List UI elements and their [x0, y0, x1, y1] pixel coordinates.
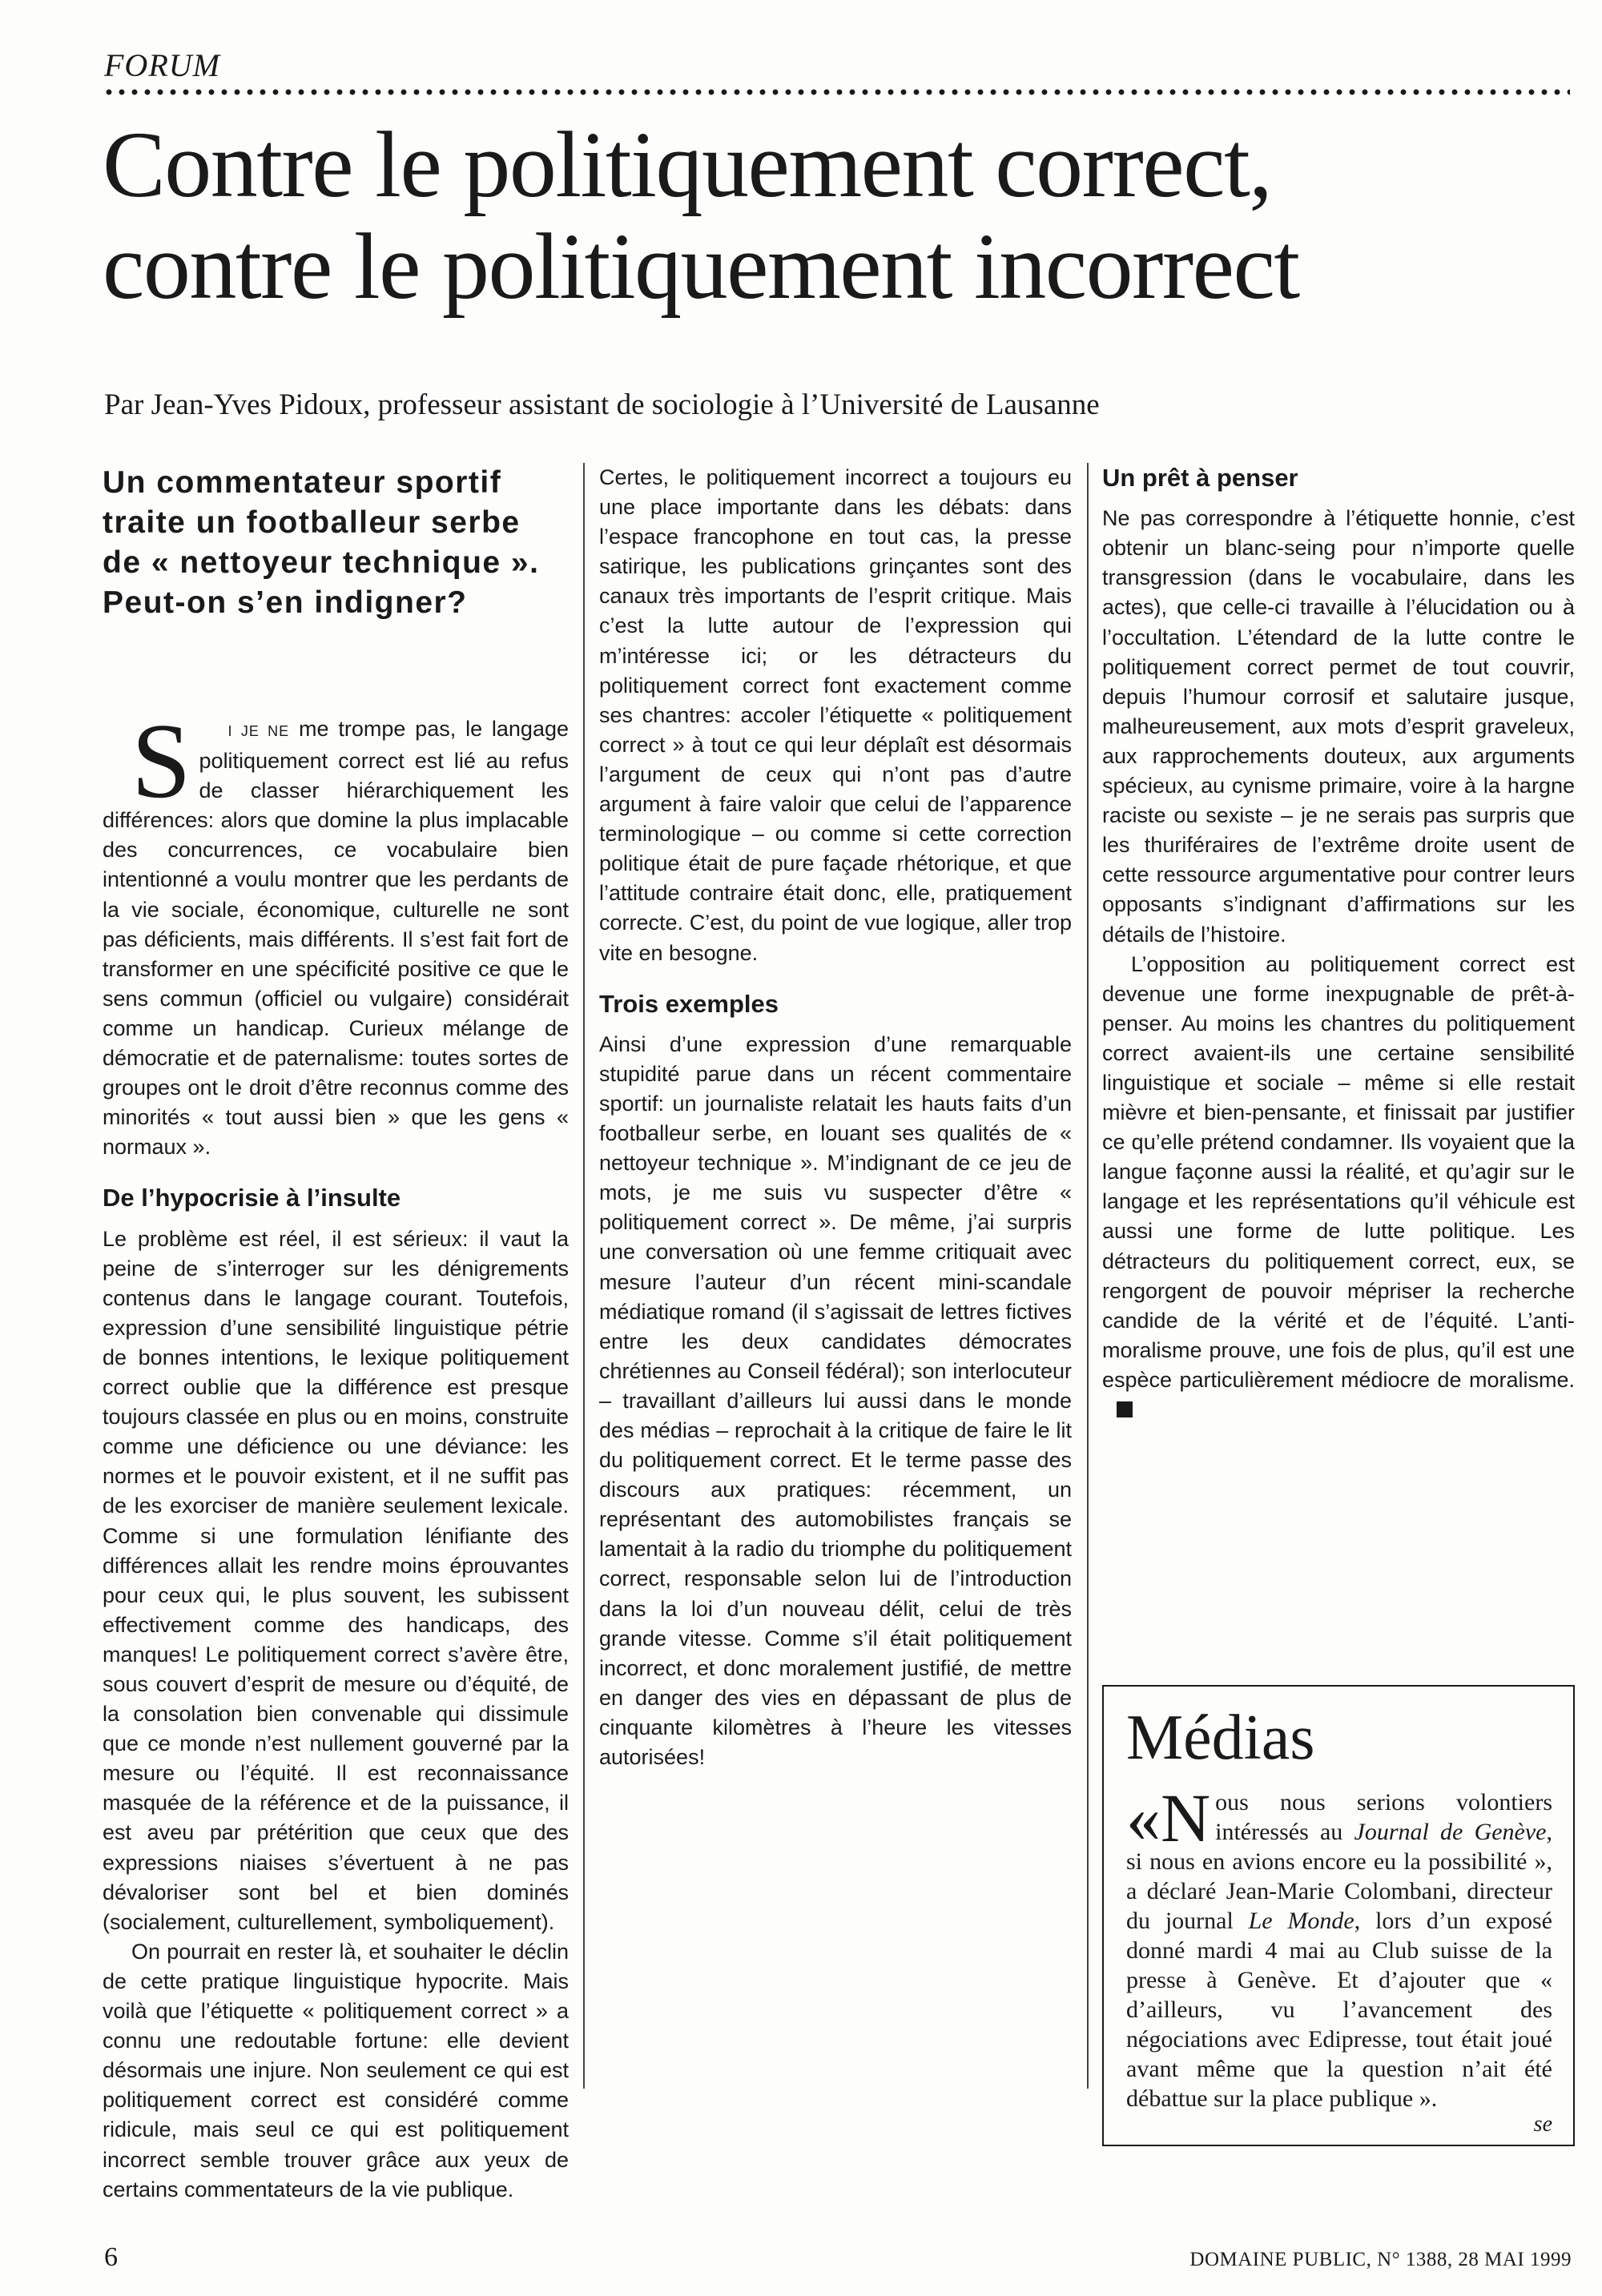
headline-line-1: Contre le politiquement correct, — [103, 112, 1272, 217]
box-drop-letter: N — [1161, 1779, 1211, 1856]
box-drop-cap — [1126, 1779, 1211, 1856]
paragraph-5: Ainsi d’une expression d’une remarquable stupidité parue dans un récent commentaire sportif: un journaliste relatait les hauts faits d’un footballeur serbe, en louant ses qualités de « nettoyeur technique ». M’indignant de ce jeu de mots, je me suis vu suspecter d’être « politiquement correct ». De même, j’ai surpris une conversation où une femme critiquait avec mesure l’auteur d’un récent mini-scandale médiatique romand (il s’agissait de lettres fictives entre les deux candidates démocrates chrétiennes au Conseil fédéral); son interlocuteur – travaillant d’ailleurs lui aussi dans le monde des médias – reprochait à la critique de faire le lit du politiquement correct. Et le terme passe des discours aux pratiques: récemment, un représentant des automobilistes français se lamentait à la radio du triomphe du politiquement correct, responsable selon lui de l’introduction dans la loi d’un nouveau délit, celui de très grande vitesse. Comme s’il était politiquement incorrect, et donc moralement justifié, de mettre en danger des vies en dépassant de plus de cinquante kilomètres à l’heure les vitesses autorisées! — [599, 1031, 1072, 1770]
section-label: FORUM — [104, 47, 220, 83]
box-body — [1126, 1779, 1552, 2113]
column-divider-2 — [1087, 463, 1089, 2089]
headline-line-2: contre le politiquement incorrect — [103, 214, 1299, 320]
end-mark-icon — [1117, 1401, 1133, 1417]
paragraph-4: Certes, le politiquement incorrect a toujours eu une place importante dans les débats: dans l’espace francophone en tout cas, la presse satirique, les publications grinçantes sont des canaux très importants de l’esprit critique. Mais c’est la lutte autour de l’expression qui m’intéresse ici; or les détracteurs du politiquement correct font exactement comme ses chantres: accoler l’étiquette « politiquement correct » à tout ce qui leur déplaît est désormais l’argument de ceux qui n’ont pas d’autre argument à faire valoir que celui de l’apparence terminologique – ou comme si cette correction politique était de pure façade rhétorique, et que l’attitude contraire était donc, elle, pratiquement correcte. C’est, du point de vue logique, aller trop vite en besogne. — [599, 465, 1072, 965]
intro-text: me trompe pas, le langage politiquement correct est lié au refus de classer hiérarchiquement les différences: alors que domine la plus implacable des concurrences, ce vocabulaire bien intentionné a voulu montrer que les perdants de la vie sociale, économique, culturelle ne sont pas déficients, mais différents. Il s’est fait fort de transformer en une spécificité positive ce que le sens commun (officiel ou vulgaire) considérait comme un handicap. Curieux mélange de démocratie et de paternalisme: toutes sortes de groupes ont le droit d’être reconnus comme des minorités « tout aussi bien » que les gens « normaux ». — [103, 717, 570, 1160]
box-text-1: ous nous serions volontiers intéressés au — [1215, 1789, 1552, 1845]
intro-paragraph — [103, 702, 570, 1162]
article-column-1 — [103, 463, 569, 2205]
paragraph-6: Ne pas correspondre à l’étiquette honnie, c’est obtenir un blanc-seing pour n’importe quelle transgression (dans le vocabulaire, dans les actes), que celle-ci travaille à l’élucidation ou à l’occultation. L’étendard de la lutte contre le politiquement correct permet de tout couvrir, depuis l’humour corrosif et salutaire jusque, malheureusement, aux mots d’esprit graveleux, aux rapprochements douteux, aux arguments spécieux, au cynisme primaire, voire à la hargne raciste ou sexiste – je ne serais pas surpris que les thuriféraires de l’extrême droite usent de cette ressource argumentative pour contrer leurs opposants s’indignant d’affirmations sur les détails de l’histoire. — [1102, 506, 1575, 947]
box-open-quote: « — [1126, 1779, 1161, 1856]
column-divider-1 — [583, 463, 585, 2089]
paragraph-2: Le problème est réel, il est sérieux: il vaut la peine de s’interroger sur les dénigrements contenus dans le langage courant. Toutefois, expression d’une sensibilité linguistique pétrie de bonnes intentions, le lexique politiquement correct oublie que la différence est presque toujours classée en plus ou en moins, construite comme une déficience ou une déviance: les normes et le pouvoir existent, et il ne suffit pas de les exorciser de manière seulement lexicale. Comme si une formulation lénifiante des différences allait les rendre moins éprouvantes pour ceux qui, le plus souvent, les subissent effectivement comme des handicaps, des manques! Le politiquement correct s’avère être, sous couvert d’esprit de mesure ou d’équité, de la consolation bien convenable qui dissimule que ce monde n’est nullement gouverné par la mesure ou l’équité. Il est reconnaissance masquée de la référence et de la puissance, il est aveu par prétérition que ceux que des expressions niaises s’évertuent à ne pas dévaloriser sont bel et bien dominés (socialement, culturellement, symboliquement). — [103, 1226, 569, 1934]
subheading-2: Trois exemples — [599, 989, 779, 1018]
page-number: 6 — [104, 2242, 118, 2272]
lead-paragraph: Un commentateur sportif traite un footballeur serbe de « nettoyeur technique ». Peut-on s’en indigner? — [103, 465, 540, 620]
drop-cap: S — [131, 702, 191, 820]
article-column-3 — [1102, 463, 1575, 1425]
box-signature: se — [1533, 2112, 1552, 2137]
paragraph-7-text: L’opposition au politiquement correct est devenue une forme inexpugnable de prêt-à-penser. Au moins les chantres du politiquement correct avaient-ils une certaine sensibilité linguistique et sociale – même si elle restait mièvre et bien-pensante, et finissait par justifier ce qu’elle prétend condamner. Ils voyaient que la langue façonne aussi la réalité, et qu’agir sur le langage et les représentations qu’il véhicule est aussi une forme de lutte politique. Les détracteurs du politiquement correct, eux, se rengorgent de pouvoir mépriser la recherche candide de la vérité et de l’équité. L’anti-moralisme prouve, une fois de plus, qu’il est une espèce particulièrement médiocre de moralisme. — [1102, 951, 1575, 1392]
article-column-2 — [599, 463, 1072, 1772]
box-text-2: , si nous en avions encore eu la possibilité », a déclaré Jean-Marie Colombani, directeur du journal — [1126, 1819, 1552, 1934]
paragraph-7 — [1102, 950, 1575, 1425]
subheading-1: De l’hypocrisie à l’insulte — [103, 1184, 401, 1212]
box-title: Médias — [1126, 1703, 1315, 1773]
publication-info: DOMAINE PUBLIC, N° 1388, 28 MAI 1999 — [1189, 2249, 1572, 2270]
headline — [103, 114, 1576, 318]
box-italic-2: Le Monde — [1248, 1908, 1354, 1934]
paragraph-3: On pourrait en rester là, et souhaiter le déclin de cette pratique linguistique hypocrite. Mais voilà que l’étiquette « politiquement correct » a connu une redoutable fortune: elle devient désormais une injure. Non seulement ce qui est politiquement correct est considéré comme ridicule, mais seul ce qui est politiquement incorrect semble trouver grâce aux yeux de certains commentateurs de la vie publique. — [103, 1939, 569, 2202]
subheading-3: Un prêt à penser — [1102, 464, 1298, 492]
medias-box — [1102, 1685, 1575, 2146]
box-text-3: , lors d’un exposé donné mardi 4 mai au Club suisse de la presse à Genève. Et d’ajouter que « d’ailleurs, vu l’avancement des négociations avec Edipresse, tout était joué avant même que la question n’ait été débattue sur la place publique ». — [1126, 1908, 1552, 2112]
byline: Par Jean-Yves Pidoux, professeur assistant de sociologie à l’Université de Lausanne — [104, 388, 1100, 421]
dotted-rule — [103, 88, 1570, 96]
intro-smallcaps: I JE NE — [227, 723, 290, 739]
box-italic-1: Journal de Genève — [1354, 1819, 1547, 1845]
